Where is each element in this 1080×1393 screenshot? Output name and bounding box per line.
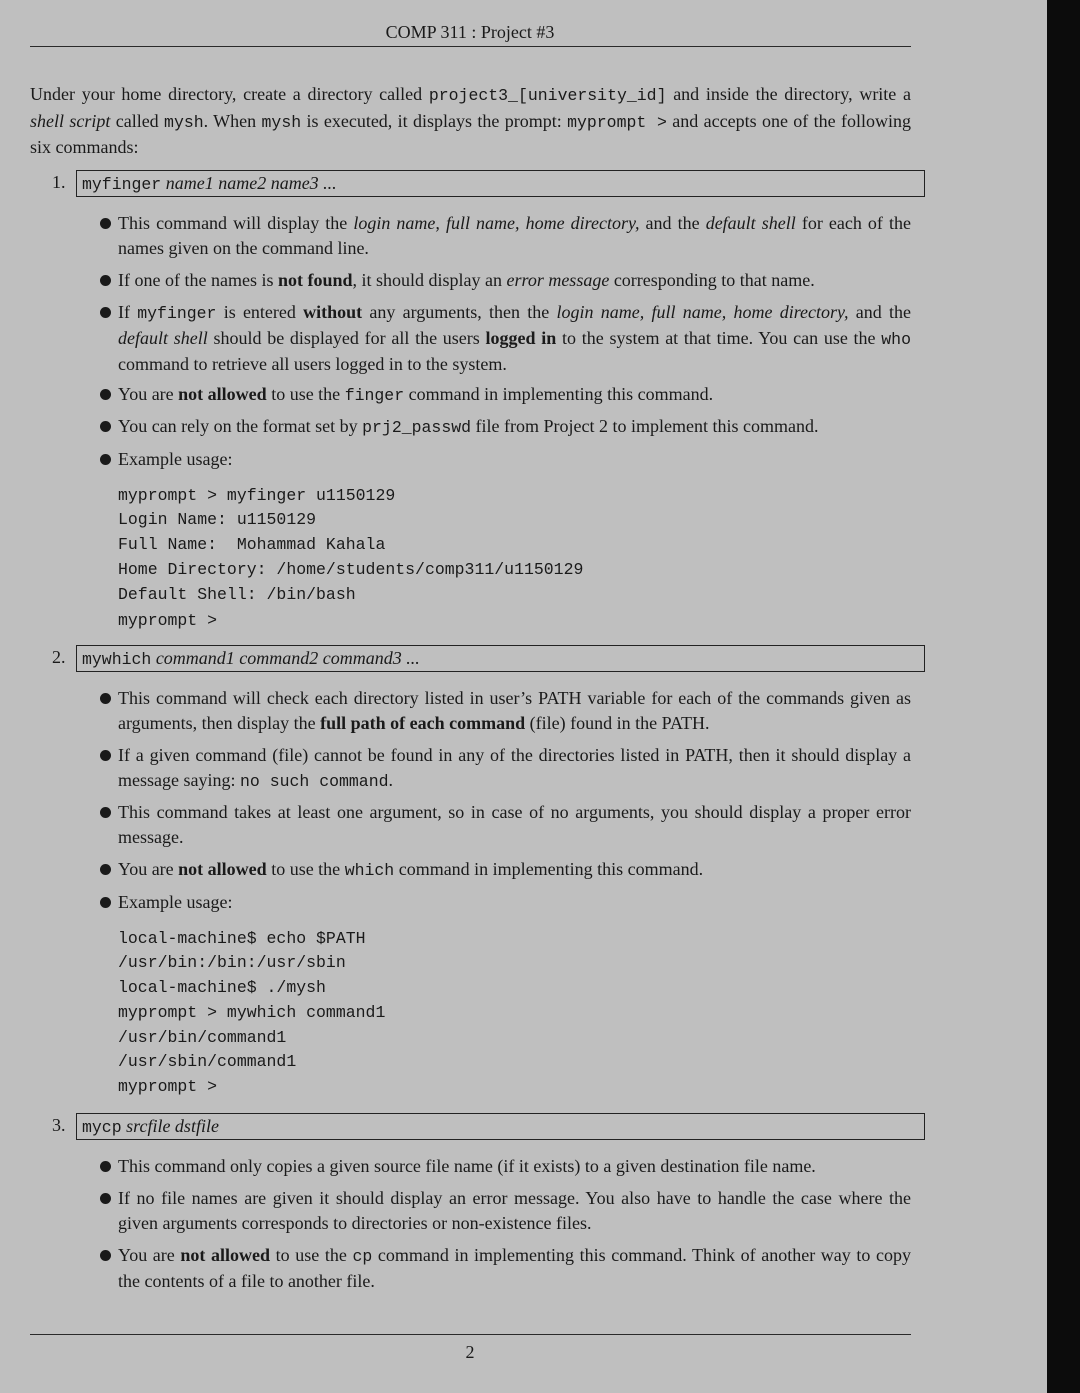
item-number: 3. — [52, 1115, 66, 1135]
bullet — [100, 693, 111, 704]
example-line: Default Shell: /bin/bash — [118, 585, 356, 604]
bullet — [100, 307, 111, 318]
bullet-text: If a given command (file) cannot be found in any of the directories listed in PATH, then it should display a message saying: no such command. — [118, 745, 911, 791]
example-line: /usr/bin/command1 — [118, 1028, 287, 1047]
bullet-text: This command only copies a given source file name (if it exists) to a given destination file name. — [118, 1156, 816, 1176]
example-line: /usr/bin:/bin:/usr/sbin — [118, 953, 346, 972]
example-line: Home Directory: /home/students/comp311/u1150129 — [118, 560, 584, 579]
example-line: myprompt > myfinger u1150129 — [118, 486, 396, 505]
bullet — [100, 864, 111, 875]
bullet-text: You are not allowed to use the cp command in implementing this command. Think of another way to copy the contents of a file to another file. — [118, 1245, 911, 1291]
header-rule — [30, 46, 911, 47]
bullet-text: If myfinger is entered without any arguments, then the login name, full name, home directory, and the default shell should be displayed for all the users logged in to the system at that time. You can use the who command to retrieve all users logged in to the system. — [118, 302, 911, 374]
bullet — [100, 1193, 111, 1204]
bullet-text: You are not allowed to use the which command in implementing this command. — [118, 859, 704, 880]
example-line: Full Name: Mohammad Kahala — [118, 535, 386, 554]
example-line: local-machine$ ./mysh — [118, 978, 326, 997]
bullet — [100, 218, 111, 229]
bullet — [100, 421, 111, 432]
bullet-text: This command will display the login name, full name, home directory, and the default shell for each of the names given on the command line. — [118, 213, 911, 258]
bullet — [100, 389, 111, 400]
example-line: myprompt > mywhich command1 — [118, 1003, 386, 1022]
bullet-text: You are not allowed to use the finger command in implementing this command. — [118, 384, 714, 405]
example-line: /usr/sbin/command1 — [118, 1052, 297, 1071]
command-box-mycp: mycp srcfile dstfile — [76, 1113, 925, 1140]
bullet — [100, 454, 111, 465]
example-line: myprompt > — [118, 611, 218, 630]
example-line: local-machine$ echo $PATH — [118, 929, 366, 948]
bullet — [100, 807, 111, 818]
bullet-text: This command will check each directory listed in user’s PATH variable for each of the commands given as arguments, then display the full path of each command (file) found in the PATH. — [118, 688, 911, 733]
intro-paragraph: Under your home directory, create a directory called project3_[university_id] and inside the directory, write a shell script called mysh. When mysh is executed, it displays the prompt: myprompt > and accepts one of the following six commands: — [30, 84, 911, 157]
viewer-edge-bar — [1047, 0, 1080, 1393]
footer-rule — [30, 1334, 911, 1335]
bullet — [100, 275, 111, 286]
bullet — [100, 1161, 111, 1172]
bullet-text: Example usage: — [118, 892, 233, 912]
bullet — [100, 897, 111, 908]
bullet-text: You can rely on the format set by prj2_passwd file from Project 2 to implement this command. — [118, 416, 819, 437]
page-number: 2 — [465, 1342, 475, 1362]
bullet-text: Example usage: — [118, 449, 233, 469]
example-line: myprompt > — [118, 1077, 218, 1096]
item-number: 2. — [52, 647, 66, 667]
bullet — [100, 750, 111, 761]
bullet-text: This command takes at least one argument, so in case of no arguments, you should display a proper error message. — [118, 802, 911, 847]
command-box-myfinger: myfinger name1 name2 name3 ... — [76, 170, 925, 197]
item-number: 1. — [52, 172, 66, 192]
page-header: COMP 311 : Project #3 — [385, 22, 555, 42]
example-line: Login Name: u1150129 — [118, 510, 317, 529]
bullet-text: If one of the names is not found, it should display an error message corresponding to that name. — [118, 270, 815, 290]
command-box-mywhich: mywhich command1 command2 command3 ... — [76, 645, 925, 672]
bullet — [100, 1250, 111, 1261]
bullet-text: If no file names are given it should display an error message. You also have to handle the case where the given arguments corresponds to directories or non-existence files. — [118, 1188, 911, 1233]
